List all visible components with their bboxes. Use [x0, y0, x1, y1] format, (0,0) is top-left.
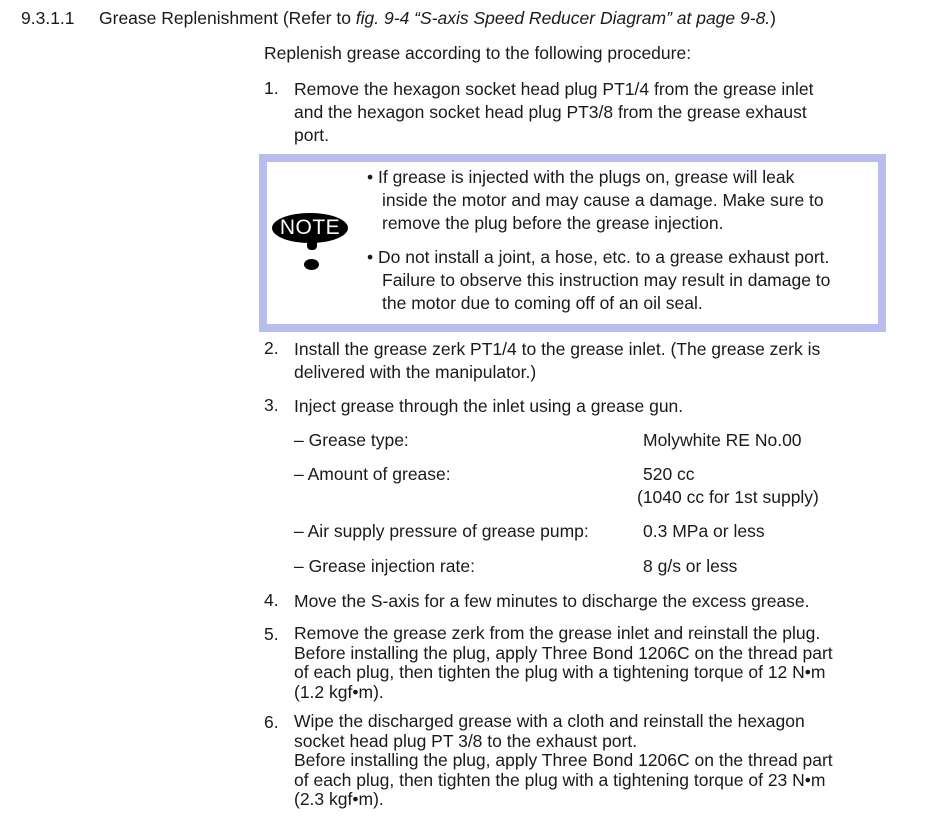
step-number: 4. — [264, 590, 279, 610]
spec-label: – Air supply pressure of grease pump: — [294, 521, 589, 541]
figure-reference: fig. 9-4 “S-axis Speed Reducer Diagram” at page 9-8. — [355, 8, 771, 28]
spec-value: 520 cc — [643, 464, 695, 484]
step-line: delivered with the manipulator.) — [294, 362, 537, 382]
note-line: Failure to observe this instruction may result in damage to — [382, 270, 831, 290]
step-line: and the hexagon socket head plug PT3/8 from the grease exhaust — [294, 102, 807, 122]
note-line: remove the plug before the grease injection. — [382, 213, 724, 233]
step-1-text — [294, 78, 813, 147]
step-number: 2. — [264, 338, 279, 358]
note-line: • If grease is injected with the plugs on, grease will leak — [367, 167, 795, 187]
step-line: socket head plug PT 3/8 to the exhaust port. — [294, 730, 638, 751]
note-icon-dot — [304, 259, 319, 270]
note-icon-stem — [307, 242, 317, 250]
spec-label: – Amount of grease: — [294, 464, 451, 484]
spec-value: 0.3 MPa or less — [643, 521, 765, 541]
step-line: (2.3 kgf•m). — [294, 789, 384, 809]
spec-value: Molywhite RE No.00 — [643, 430, 802, 450]
step-line: Remove the hexagon socket head plug PT1/4 from the grease inlet — [294, 79, 814, 99]
step-3-text — [294, 395, 683, 418]
step-number: 3. — [264, 395, 279, 415]
step-line: Before installing the plug, apply Three Bond 1206C on the thread part — [294, 750, 833, 770]
step-line: Inject grease through the inlet using a grease gun. — [294, 396, 684, 416]
spec-label: – Grease injection rate: — [294, 556, 475, 576]
section-title — [99, 8, 776, 29]
step-line: Wipe the discharged grease with a cloth and reinstall the hexagon — [294, 711, 805, 731]
step-4-text — [294, 590, 810, 613]
section-title-text: Grease Replenishment (Refer to — [99, 8, 356, 28]
step-line: of each plug, then tighten the plug with a tightening torque of 23 N•m — [294, 769, 826, 790]
step-line: of each plug, then tighten the plug with a tightening torque of 12 N•m — [294, 662, 826, 682]
note-line: inside the motor and may cause a damage. Make sure to — [382, 190, 824, 210]
note-line: • Do not install a joint, a hose, etc. to a grease exhaust port. — [367, 247, 830, 267]
step-6-text — [294, 712, 833, 810]
note-badge: NOTE — [272, 213, 348, 243]
spec-label: – Grease type: — [294, 430, 409, 450]
step-line: Install the grease zerk PT1/4 to the grease inlet. (The grease zerk is — [294, 339, 821, 359]
step-2-text — [294, 338, 820, 384]
intro-text: Replenish grease according to the following procedure: — [264, 43, 692, 63]
step-line: port. — [294, 125, 330, 145]
step-number: 6. — [264, 712, 279, 732]
step-5-text — [294, 624, 833, 702]
section-title-close: ) — [770, 8, 776, 28]
spec-value-note: (1040 cc for 1st supply) — [637, 487, 819, 507]
step-number: 1. — [264, 78, 279, 98]
note-item — [367, 166, 824, 235]
section-number: 9.3.1.1 — [21, 8, 75, 28]
step-line: (1.2 kgf•m). — [294, 681, 384, 702]
step-number: 5. — [264, 624, 279, 644]
spec-value: 8 g/s or less — [643, 556, 738, 576]
note-item — [367, 246, 830, 315]
step-line: Before installing the plug, apply Three Bond 1206C on the thread part — [294, 642, 833, 663]
step-line: Remove the grease zerk from the grease inlet and reinstall the plug. — [294, 623, 821, 643]
note-line: the motor due to coming off of an oil seal. — [382, 293, 703, 313]
step-line: Move the S-axis for a few minutes to discharge the excess grease. — [294, 591, 810, 611]
